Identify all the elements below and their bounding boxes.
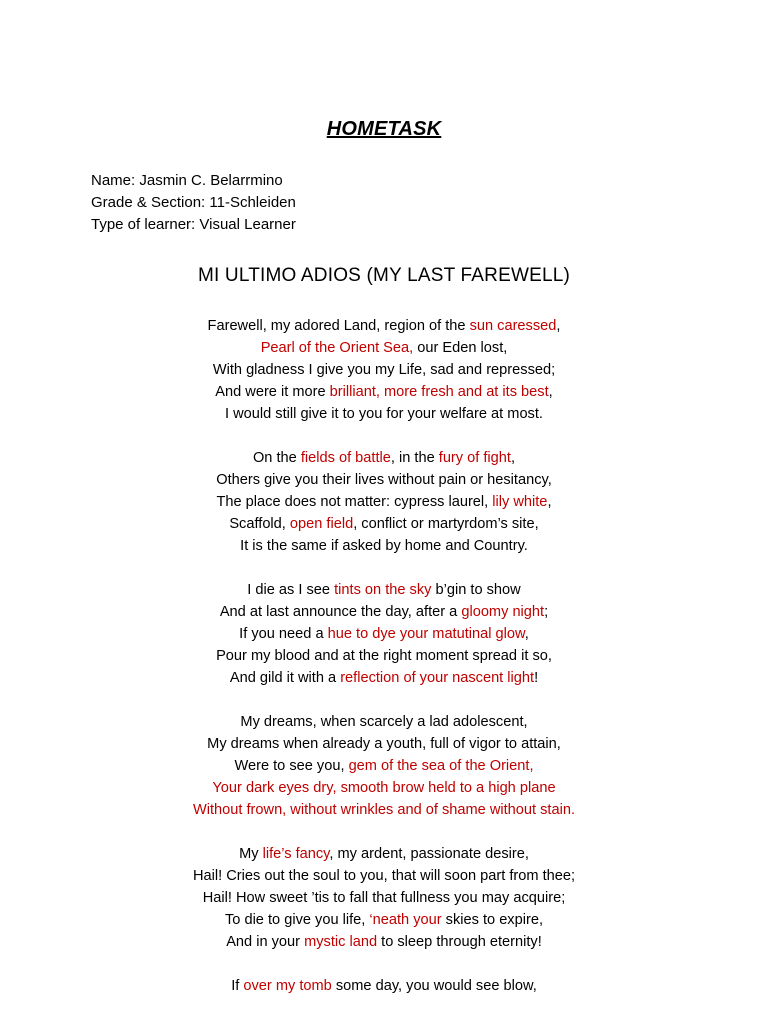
line-text: Hail! How sweet ’tis to fall that fullness you may acquire; [202,890,566,906]
poem-line [0,469,768,491]
line-text: To die to give you life, [224,912,370,928]
line-text: ; [544,604,549,620]
poem-line [0,359,768,381]
line-text: Pour my blood and at the right moment spread it so, [216,648,552,664]
line-text: , [548,384,553,400]
line-text: If [231,978,244,994]
highlighted-text: hue to dye your matutinal glow [327,626,525,642]
highlighted-text: lily white [492,494,548,510]
poem-line [0,755,768,777]
line-text: The place does not matter: cypress laurel, [216,494,493,510]
line-text: , [524,626,529,642]
student-info [91,170,296,236]
poem-line [0,403,768,425]
line-text: I would still give it to you for your welfare at most. [225,406,543,422]
highlighted-text: gloomy night [461,604,545,620]
poem-line [0,315,768,337]
poem-line [0,535,768,557]
poem-line [0,513,768,535]
poem-stanza [0,975,768,997]
highlighted-text: mystic land [304,934,378,950]
line-text: , [547,494,552,510]
line-text: My dreams, when scarcely a lad adolescent, [240,714,528,730]
line-text: , my ardent, passionate desire, [329,846,529,862]
highlighted-text: life’s fancy [262,846,330,862]
poem-line [0,887,768,909]
poem-line [0,843,768,865]
student-name: Name: Jasmin C. Belarrmino [91,172,283,189]
line-text: to sleep through eternity! [377,934,542,950]
highlighted-text: sun caressed [469,318,557,334]
line-text: Others give you their lives without pain or hesitancy, [216,472,552,488]
poem-line [0,447,768,469]
poem-body [0,315,768,1019]
highlighted-text: Without frown, without wrinkles and of shame without stain. [192,802,576,818]
poem-line [0,777,768,799]
poem-line [0,799,768,821]
learner-type: Type of learner: Visual Learner [91,216,296,233]
poem-line [0,975,768,997]
poem-stanza [0,711,768,821]
highlighted-text: Pearl of the Orient Sea, [260,340,414,356]
poem-line [0,667,768,689]
line-text: I die as I see [247,582,335,598]
line-text: Scaffold, [229,516,290,532]
highlighted-text: brilliant, more fresh and at its best [329,384,549,400]
highlighted-text: over my tomb [243,978,332,994]
line-text: Were to see you, [234,758,349,774]
poem-stanza [0,579,768,689]
line-text: , in the [390,450,439,466]
line-text: It is the same if asked by home and Country. [240,538,528,554]
line-text: b’gin to show [431,582,521,598]
highlighted-text: fury of fight [438,450,511,466]
poem-line [0,579,768,601]
line-text: My [239,846,263,862]
line-text: My dreams when already a youth, full of vigor to attain, [207,736,561,752]
line-text: On the [252,450,301,466]
poem-line [0,931,768,953]
line-text: And were it more [215,384,330,400]
line-text: , conflict or martyrdom’s site, [353,516,539,532]
poem-line [0,491,768,513]
poem-line [0,711,768,733]
highlighted-text: tints on the sky [334,582,432,598]
line-text: If you need a [239,626,328,642]
poem-line [0,733,768,755]
poem-line [0,337,768,359]
highlighted-text: Your dark eyes dry, smooth brow held to a high plane [212,780,556,796]
poem-line [0,601,768,623]
line-text: some day, you would see blow, [331,978,537,994]
poem-title: MI ULTIMO ADIOS (MY LAST FAREWELL) [197,265,571,286]
line-text: Hail! Cries out the soul to you, that will soon part from thee; [192,868,576,884]
line-text: our Eden lost, [413,340,508,356]
poem-stanza [0,843,768,953]
poem-line [0,909,768,931]
poem-line [0,865,768,887]
line-text: ! [534,670,539,686]
line-text: And at last announce the day, after a [219,604,462,620]
line-text: And in your [226,934,305,950]
line-text: Farewell, my adored Land, region of the [207,318,470,334]
poem-line [0,645,768,667]
line-text: , [510,450,516,466]
highlighted-text: open field [289,516,354,532]
highlighted-text: gem of the sea of the Orient, [348,758,534,774]
highlighted-text: reflection of your nascent light [340,670,535,686]
highlighted-text: ‘neath your [369,912,442,928]
document-title: HOMETASK [326,118,442,140]
poem-line [0,623,768,645]
line-text: skies to expire, [441,912,543,928]
line-text: And gild it with a [229,670,341,686]
poem-stanza [0,315,768,425]
line-text: , [556,318,561,334]
line-text: With gladness I give you my Life, sad and repressed; [212,362,556,378]
poem-stanza [0,447,768,557]
highlighted-text: fields of battle [300,450,391,466]
grade-section: Grade & Section: 11-Schleiden [91,194,296,211]
poem-line [0,381,768,403]
